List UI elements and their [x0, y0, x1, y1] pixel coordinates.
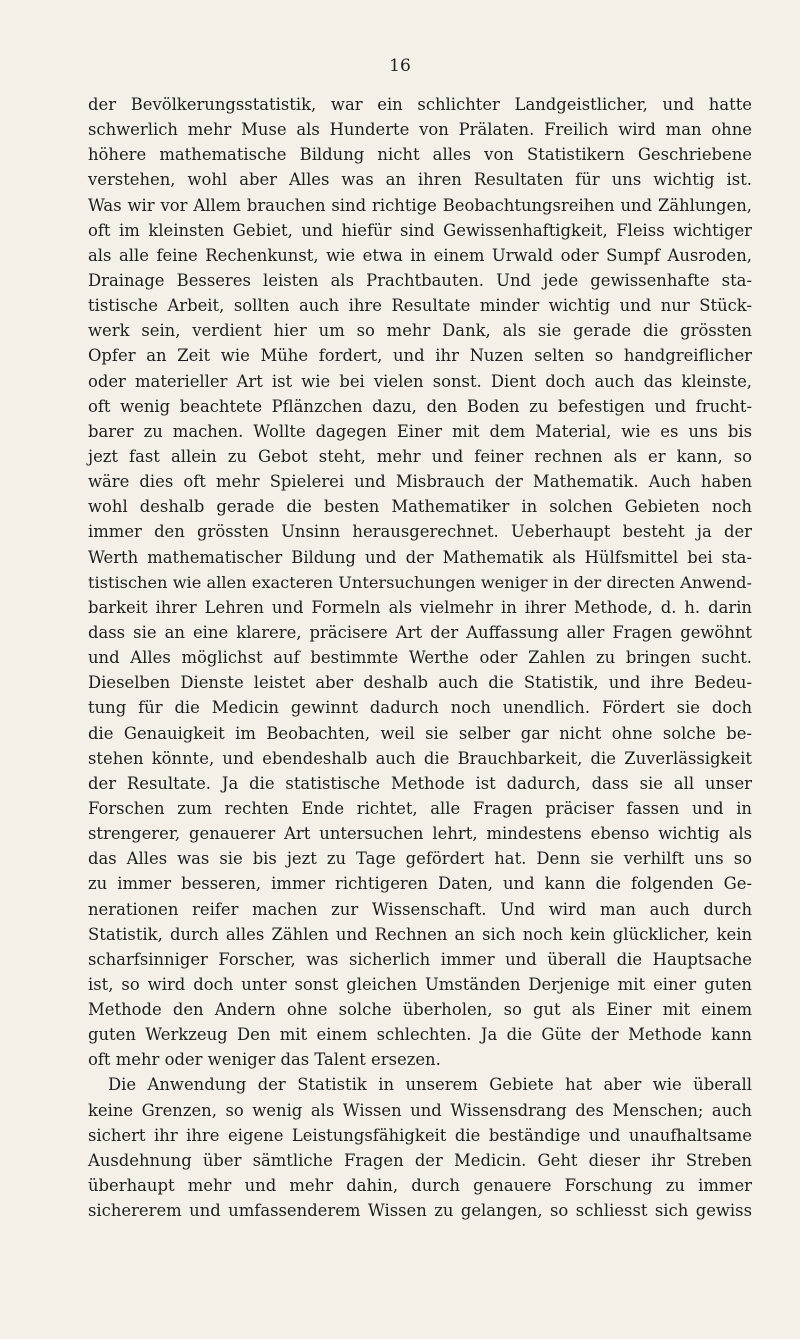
text-line: Forschen zum rechten Ende richtet, alle Fragen präciser fassen und in [88, 798, 752, 818]
text-line: und Alles möglichst auf bestimmte Werthe oder Zahlen zu bringen sucht. [88, 648, 752, 668]
text-line: als alle feine Rechenkunst, wie etwa in einem Urwald oder Sumpf Ausroden, [88, 245, 752, 265]
text-line: Opfer an Zeit wie Mühe fordert, und ihr Nuzen selten so handgreiflicher [88, 346, 752, 366]
text-line: jezt fast allein zu Gebot steht, mehr und feiner rechnen als er kann, so [88, 446, 752, 466]
text-line: stehen könnte, und ebendeshalb auch die Brauchbarkeit, die Zuverlässigkeit [88, 748, 752, 768]
body-text [88, 92, 752, 1223]
text-line: wäre dies oft mehr Spielerei und Misbrauch der Mathematik. Auch haben [88, 472, 752, 492]
text-line: Ausdehnung über sämtliche Fragen der Medicin. Geht dieser ihr Streben [88, 1150, 752, 1170]
text-line: barkeit ihrer Lehren und Formeln als vielmehr in ihrer Methode, d. h. darin [88, 597, 752, 617]
text-line: nerationen reifer machen zur Wissenschaft. Und wird man auch durch [88, 899, 752, 919]
text-line: scharfsinniger Forscher, was sicherlich immer und überall die Hauptsache [88, 949, 752, 969]
text-line: oft im kleinsten Gebiet, und hiefür sind Gewissenhaftigkeit, Fleiss wichtiger [88, 220, 752, 240]
text-line: wohl deshalb gerade die besten Mathematiker in solchen Gebieten noch [88, 497, 752, 517]
text-line: das Alles was sie bis jezt zu Tage gefördert hat. Denn sie verhilft uns so [88, 849, 752, 869]
text-line: verstehen, wohl aber Alles was an ihren Resultaten für uns wichtig ist. [88, 170, 752, 190]
text-line: der Resultate. Ja die statistische Methode ist dadurch, dass sie all unser [88, 773, 752, 793]
text-line: zu immer besseren, immer richtigeren Daten, und kann die folgenden Ge- [88, 874, 752, 894]
text-line: Drainage Besseres leisten als Prachtbauten. Und jede gewissenhafte sta- [88, 270, 752, 290]
paragraph-end-line: oft mehr oder weniger das Talent ersezen. [88, 1050, 441, 1070]
page-number: 16 [389, 56, 411, 76]
text-line: Statistik, durch alles Zählen und Rechnen an sich noch kein glücklicher, kein [88, 924, 752, 944]
text-line: tistischen wie allen exacteren Untersuchungen weniger in der directen Anwend- [88, 572, 752, 592]
text-line: höhere mathematische Bildung nicht alles von Statistikern Geschriebene [88, 145, 752, 165]
text-line: keine Grenzen, so wenig als Wissen und Wissensdrang des Menschen; auch [88, 1100, 752, 1120]
text-line: dass sie an eine klarere, präcisere Art der Auffassung aller Fragen gewöhnt [88, 622, 752, 642]
text-line: guten Werkzeug Den mit einem schlechten. Ja die Güte der Methode kann [88, 1025, 752, 1045]
text-line: barer zu machen. Wollte dagegen Einer mit dem Material, wie es uns bis [88, 421, 752, 441]
text-line: Methode den Andern ohne solche überholen, so gut als Einer mit einem [88, 1000, 752, 1020]
text-line: überhaupt mehr und mehr dahin, durch genauere Forschung zu immer [88, 1176, 752, 1196]
text-line: sichererem und umfassenderem Wissen zu gelangen, so schliesst sich gewiss [88, 1201, 752, 1221]
text-line: Dieselben Dienste leistet aber deshalb auch die Statistik, und ihre Bedeu- [88, 673, 752, 693]
text-line: schwerlich mehr Muse als Hunderte von Prälaten. Freilich wird man ohne [88, 120, 752, 140]
text-line: Was wir vor Allem brauchen sind richtige Beobachtungsreihen und Zählungen, [88, 195, 752, 215]
text-line: tistische Arbeit, sollten auch ihre Resultate minder wichtig und nur Stück- [88, 296, 752, 316]
text-line: der Bevölkerungsstatistik, war ein schlichter Landgeistlicher, und hatte [88, 95, 752, 114]
text-line: immer den grössten Unsinn herausgerechnet. Ueberhaupt besteht ja der [88, 522, 752, 542]
text-line: strengerer, genauerer Art untersuchen lehrt, mindestens ebenso wichtig als [88, 824, 752, 844]
text-line: oft wenig beachtete Pflänzchen dazu, den Boden zu befestigen und frucht- [88, 396, 752, 416]
text-line: die Genauigkeit im Beobachten, weil sie selber gar nicht ohne solche be- [88, 723, 752, 743]
text-line: sichert ihr ihre eigene Leistungsfähigkeit die beständige und unaufhaltsame [88, 1125, 752, 1145]
text-line: oder materieller Art ist wie bei vielen sonst. Dient doch auch das kleinste, [88, 371, 752, 391]
text-line: werk sein, verdient hier um so mehr Dank, als sie gerade die grössten [88, 321, 752, 341]
paragraph-start-line: Die Anwendung der Statistik in unserem Gebiete hat aber wie überall [108, 1075, 752, 1095]
text-line: ist, so wird doch unter sonst gleichen Umständen Derjenige mit einer guten [88, 974, 752, 994]
text-line: Werth mathematischer Bildung und der Mathematik als Hülfsmittel bei sta- [88, 547, 752, 567]
text-line: tung für die Medicin gewinnt dadurch noch unendlich. Fördert sie doch [88, 698, 752, 718]
